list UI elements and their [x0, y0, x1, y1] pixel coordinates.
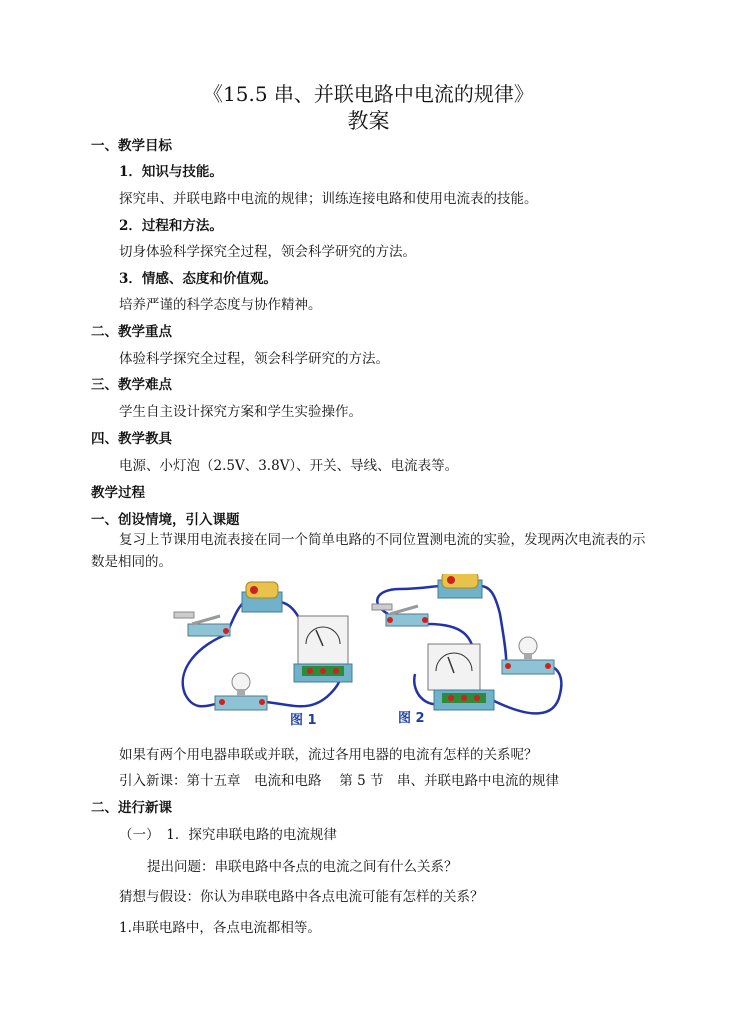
section-heading-equipment: 四、教学教具 — [91, 431, 172, 447]
ammeter-icon — [294, 616, 352, 682]
part1-heading: 一、创设情境，引入课题 — [91, 512, 240, 528]
objective-text-3: 培养严谨的科学态度与协作精神。 — [119, 297, 322, 313]
figure-2-label: 图 2 — [398, 711, 425, 726]
objective-text-1: 探究串、并联电路中电流的规律；训练连接电路和使用电流表的技能。 — [119, 191, 538, 207]
objective-label-3: 3．情感、态度和价值观。 — [119, 271, 277, 287]
ammeter-icon — [428, 644, 494, 710]
section-heading-difficulties: 三、教学难点 — [91, 377, 172, 393]
section-heading-key-points: 二、教学重点 — [91, 324, 172, 340]
switch-icon — [174, 612, 230, 636]
new-lesson-intro: 引入新课：第十五章 电流和电路 第 5 节 串、并联电路中电流的规律 — [119, 773, 559, 789]
objective-text-2: 切身体验科学探究全过程，领会科学研究的方法。 — [119, 244, 416, 260]
objective-label-2: 2．过程和方法。 — [119, 218, 223, 234]
part2-heading: 二、进行新课 — [91, 800, 172, 816]
lamp-icon — [215, 673, 267, 710]
battery-icon — [438, 574, 482, 598]
question-text: 如果有两个用电器串联或并联，流过各用电器的电流有怎样的关系呢？ — [119, 747, 538, 763]
section-heading-objectives: 一、教学目标 — [91, 138, 172, 154]
review-paragraph: 复习上节课用电流表接在同一个简单电路的不同位置测电流的实验，发现两次电流表的示数是相同的。 — [91, 532, 646, 570]
circuit-diagram-2 — [372, 574, 561, 726]
hypothesis-answer-1: 1.串联电路中，各点电流都相等。 — [119, 920, 321, 936]
raise-question-text: 提出问题：串联电路中各点的电流之间有什么关系？ — [147, 859, 458, 875]
doc-title: 《15.5 串、并联电路中电流的规律》 — [203, 82, 534, 106]
switch-icon — [372, 604, 428, 626]
equipment-text: 电源、小灯泡（2.5V、3.8V）、开关、导线、电流表等。 — [119, 458, 459, 474]
figure-1-label: 图 1 — [290, 713, 317, 728]
hypothesis-text: 猜想与假设：你认为串联电路中各点电流可能有怎样的关系？ — [119, 889, 484, 905]
circuit-figure — [170, 574, 570, 734]
doc-subtitle: 教案 — [347, 109, 390, 133]
series-circuit-item: （一） 1．探究串联电路的电流规律 — [119, 827, 337, 843]
key-points-text: 体验科学探究全过程，领会科学研究的方法。 — [119, 351, 389, 367]
objective-label-1: 1．知识与技能。 — [119, 164, 223, 180]
battery-icon — [242, 582, 282, 612]
circuit-diagram-1 — [174, 582, 352, 728]
lamp-icon — [502, 637, 554, 674]
process-heading: 教学过程 — [91, 485, 145, 501]
difficulties-text: 学生自主设计探究方案和学生实验操作。 — [119, 404, 362, 420]
